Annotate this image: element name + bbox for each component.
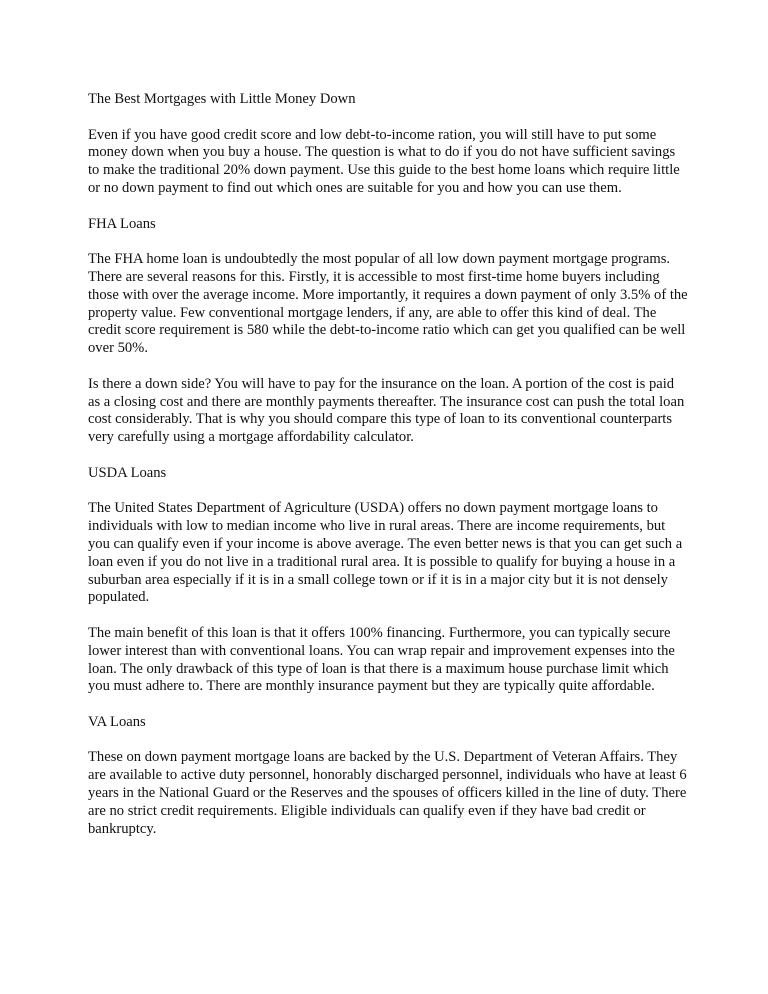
intro-paragraph: Even if you have good credit score and low debt-to-income ration, you will still have to put some money down when you buy a house. The question is what to do if you do not have sufficient savings to make the traditional 20% down payment. Use this guide to the best home loans which require little or no down payment to find out which ones are suitable for you and how you can use them.: [88, 126, 680, 196]
va-paragraph-1: These on down payment mortgage loans are backed by the U.S. Department of Veteran Affairs. They are available to active duty personnel, honorably discharged personnel, individuals who have at least 6 years in the National Guard or the Reserves and the spouses of officers killed in the line of duty. There are no strict credit requirements. Eligible individuals can qualify even if they have bad credit or bankruptcy.: [88, 749, 687, 837]
document-page: [88, 91, 688, 856]
usda-paragraph-2: The main benefit of this loan is that it offers 100% financing. Furthermore, you can typically secure lower interest than with conventional loans. You can wrap repair and improvement expenses into the loan. The only drawback of this type of loan is that there is a maximum house purchase limit which you must adhere to. There are monthly insurance payment but they are typically quite affordable.: [88, 624, 675, 695]
document-title: The Best Mortgages with Little Money Down: [88, 91, 356, 107]
section-heading-usda: USDA Loans: [88, 464, 167, 481]
section-heading-fha: FHA Loans: [88, 215, 156, 232]
usda-paragraph-1: The United States Department of Agriculture (USDA) offers no down payment mortgage loans to individuals with low to median income who live in rural areas. There are income requirements, but you can qualify even if your income is above average. The even better news is that you can get such a loan even if you do not live in a traditional rural area. It is possible to qualify for buying a house in a suburban area especially if it is in a small college town or if it is in a major city but it is not densely populated.: [88, 500, 683, 606]
fha-paragraph-1: The FHA home loan is undoubtedly the most popular of all low down payment mortgage programs. There are several reasons for this. Firstly, it is accessible to most first-time home buyers including those with over the average income. More importantly, it requires a down payment of only 3.5% of the property value. Few conventional mortgage lenders, if any, are able to offer this kind of deal. The credit score requirement is 580 while the debt-to-income ratio which can get you qualified can be well over 50%.: [88, 251, 688, 357]
section-heading-va: VA Loans: [88, 713, 146, 730]
fha-paragraph-2: Is there a down side? You will have to pay for the insurance on the loan. A portion of the cost is paid as a closing cost and there are monthly payments thereafter. The insurance cost can push the total loan cost considerably. That is why you should compare this type of loan to its conventional counterparts very carefully using a mortgage affordability calculator.: [88, 375, 685, 446]
